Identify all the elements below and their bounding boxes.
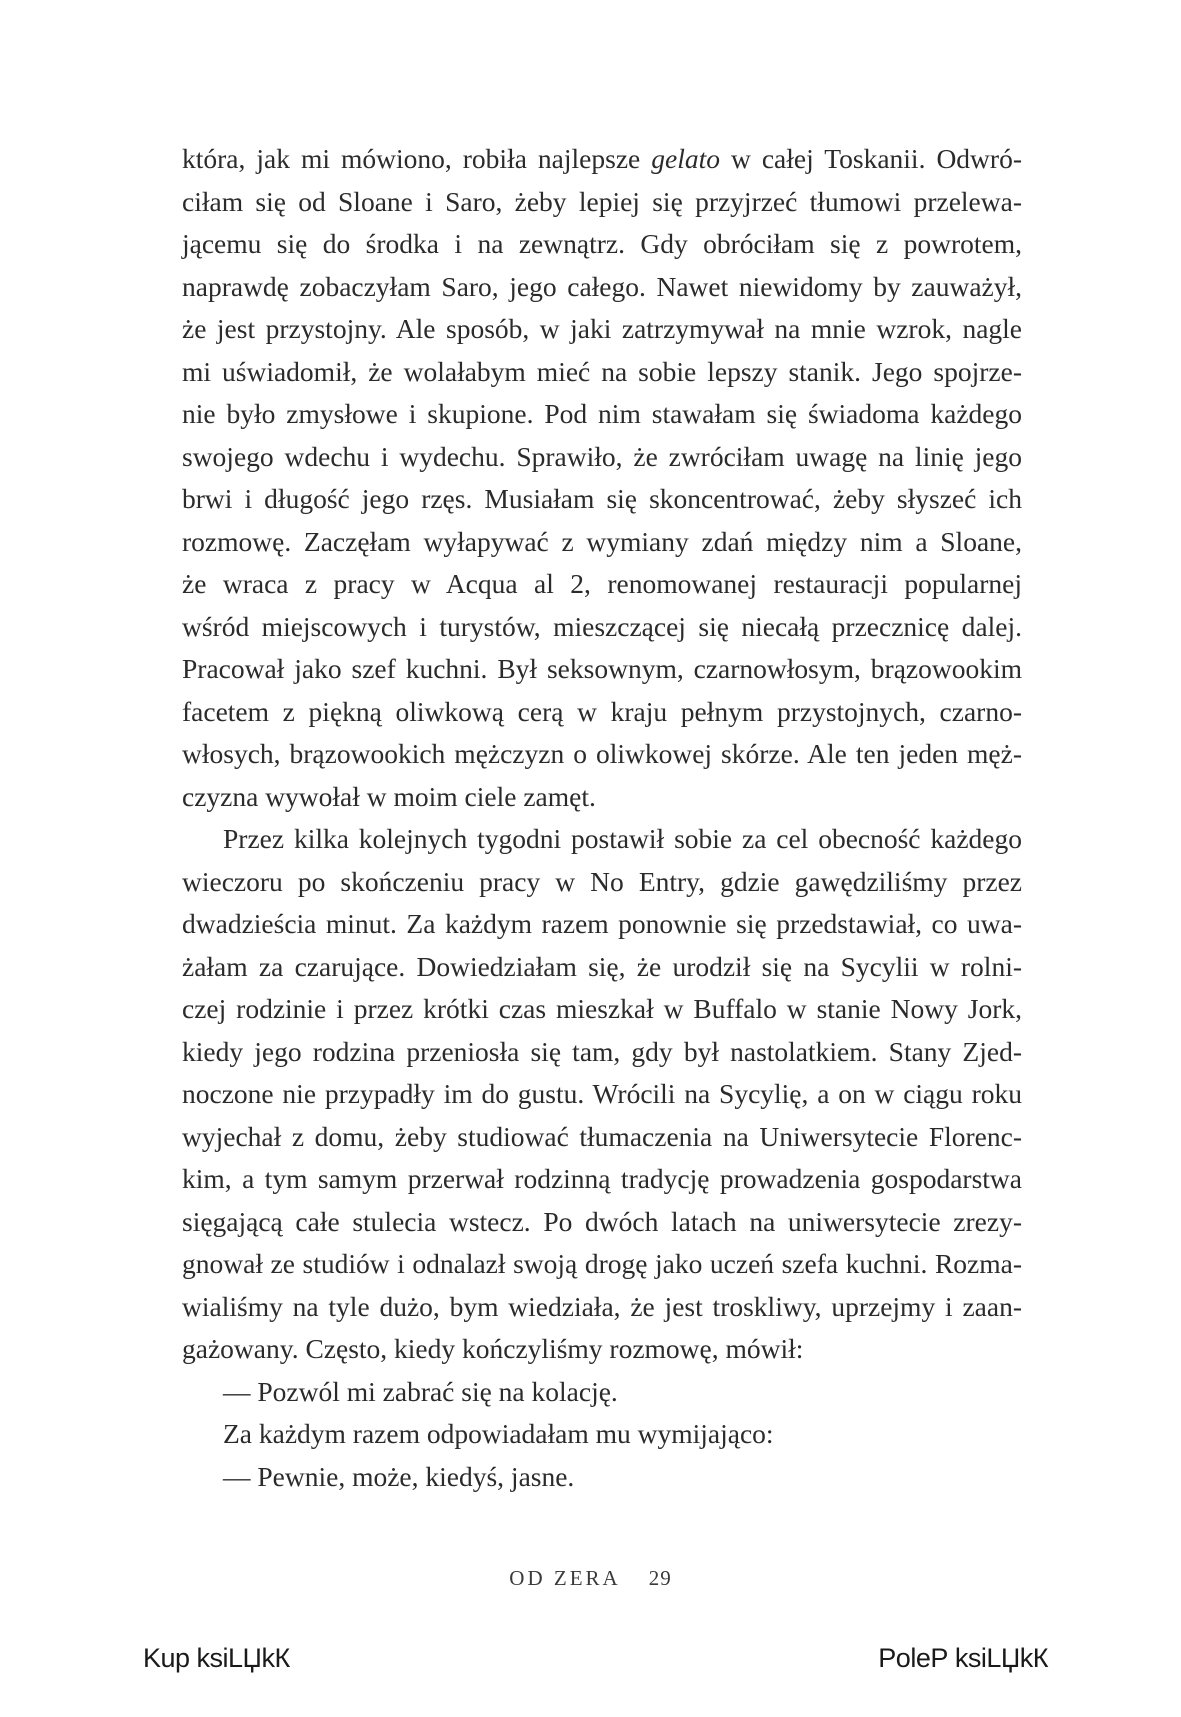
text-line: — Pewnie, może, kiedyś, jasne. <box>223 1460 575 1492</box>
text-line: włosych, brązowookich mężczyzn o oliwkowej skórze. Ale ten jeden męż- <box>182 738 1022 769</box>
text-line: czej rodzinie i przez krótki czas mieszkał w Buffalo w stanie Nowy Jork, <box>182 993 1022 1024</box>
book-title: OD ZERA <box>509 1566 621 1590</box>
text-line: wśród miejscowych i turystów, mieszczącej się niecałą przecznicę dalej. <box>182 610 1022 642</box>
text-line <box>182 138 1022 181</box>
buy-book-link[interactable]: Kup ksiLЏkК <box>143 1643 290 1673</box>
text-line: kiedy jego rodzina przeniosła się tam, gdy był nastolatkiem. Stany Zjed- <box>182 1035 1022 1067</box>
text-line: żałam za czarujące. Dowiedziałam się, że urodził się na Sycylii w rolni- <box>182 950 1022 982</box>
text-line: — Pozwól mi zabrać się na kolację. <box>223 1375 618 1407</box>
text-line: swojego wdechu i wydechu. Sprawiło, że zwróciłam uwagę na linię jego <box>182 440 1022 472</box>
text-line: czyzna wywołał w moim ciele zamęt. <box>182 780 596 812</box>
page-number: 29 <box>648 1566 672 1590</box>
text-line: gnował ze studiów i odnalazł swoją drogę jako uczeń szefa kuchni. Rozma- <box>182 1248 1022 1279</box>
text-line: jącemu się do środka i na zewnątrz. Gdy obróciłam się z powrotem, <box>182 228 1022 259</box>
text-line: nie było zmysłowe i skupione. Pod nim stawałam się świadoma każdego <box>182 398 1022 429</box>
text-line: że wraca z pracy w Acqua al 2, renomowanej restauracji popularnej <box>182 568 1022 599</box>
text-line: noczone nie przypadły im do gustu. Wrócili na Sycylię, a on w ciągu roku <box>182 1078 1022 1109</box>
italic-term: gelato <box>651 143 720 174</box>
text-line: brwi i długość jego rzęs. Musiałam się skoncentrować, żeby słyszeć ich <box>182 483 1022 514</box>
text-segment: która, jak mi mówiono, robiła najlepsze <box>182 143 652 174</box>
text-line: sięgającą całe stulecia wstecz. Po dwóch latach na uniwersytecie zrezy- <box>182 1205 1022 1237</box>
text-line: rozmowę. Zaczęłam wyłapywać z wymiany zdań między nim a Sloane, <box>182 525 1022 557</box>
text-line: że jest przystojny. Ale sposób, w jaki zatrzymywał na mnie wzrok, nagle <box>182 313 1022 344</box>
text-line: wialiśmy na tyle dużo, bym wiedziała, że jest troskliwy, uprzejmy i zaan- <box>182 1290 1022 1322</box>
text-line: kim, a tym samym przerwał rodzinną tradycję prowadzenia gospodarstwa <box>182 1163 1022 1194</box>
text-line: Przez kilka kolejnych tygodni postawił sobie za cel obecność każdego <box>223 823 1022 854</box>
recommend-book-link[interactable]: PoleР ksiLЏkК <box>878 1643 1048 1673</box>
running-footer <box>0 1566 1181 1591</box>
text-line: naprawdę zobaczyłam Saro, jego całego. Nawet niewidomy by zauważył, <box>182 270 1022 302</box>
text-line: ciłam się od Sloane i Saro, żeby lepiej się przyjrzeć tłumowi przelewa- <box>182 185 1022 217</box>
text-segment: w całej Toskanii. Odwró- <box>719 143 1022 174</box>
text-line: mi uświadomił, że wolałabym mieć na sobie lepszy stanik. Jego spojrze- <box>182 355 1022 387</box>
text-line: facetem z piękną oliwkową cerą w kraju pełnym przystojnych, czarno- <box>182 695 1022 727</box>
text-line: Pracował jako szef kuchni. Był seksownym, czarnowłosym, brązowookim <box>182 653 1022 684</box>
text-line: dwadzieścia minut. Za każdym razem ponownie się przedstawiał, co uwa- <box>182 908 1022 939</box>
text-line: gażowany. Często, kiedy kończyliśmy rozmowę, mówił: <box>182 1333 804 1364</box>
text-line: wyjechał z domu, żeby studiować tłumaczenia na Uniwersytecie Florenc- <box>182 1120 1022 1152</box>
body-text <box>182 138 1022 1498</box>
text-line: Za każdym razem odpowiadałam mu wymijająco: <box>223 1418 774 1449</box>
text-line: wieczoru po skończeniu pracy w No Entry, gdzie gawędziliśmy przez <box>182 865 1022 897</box>
